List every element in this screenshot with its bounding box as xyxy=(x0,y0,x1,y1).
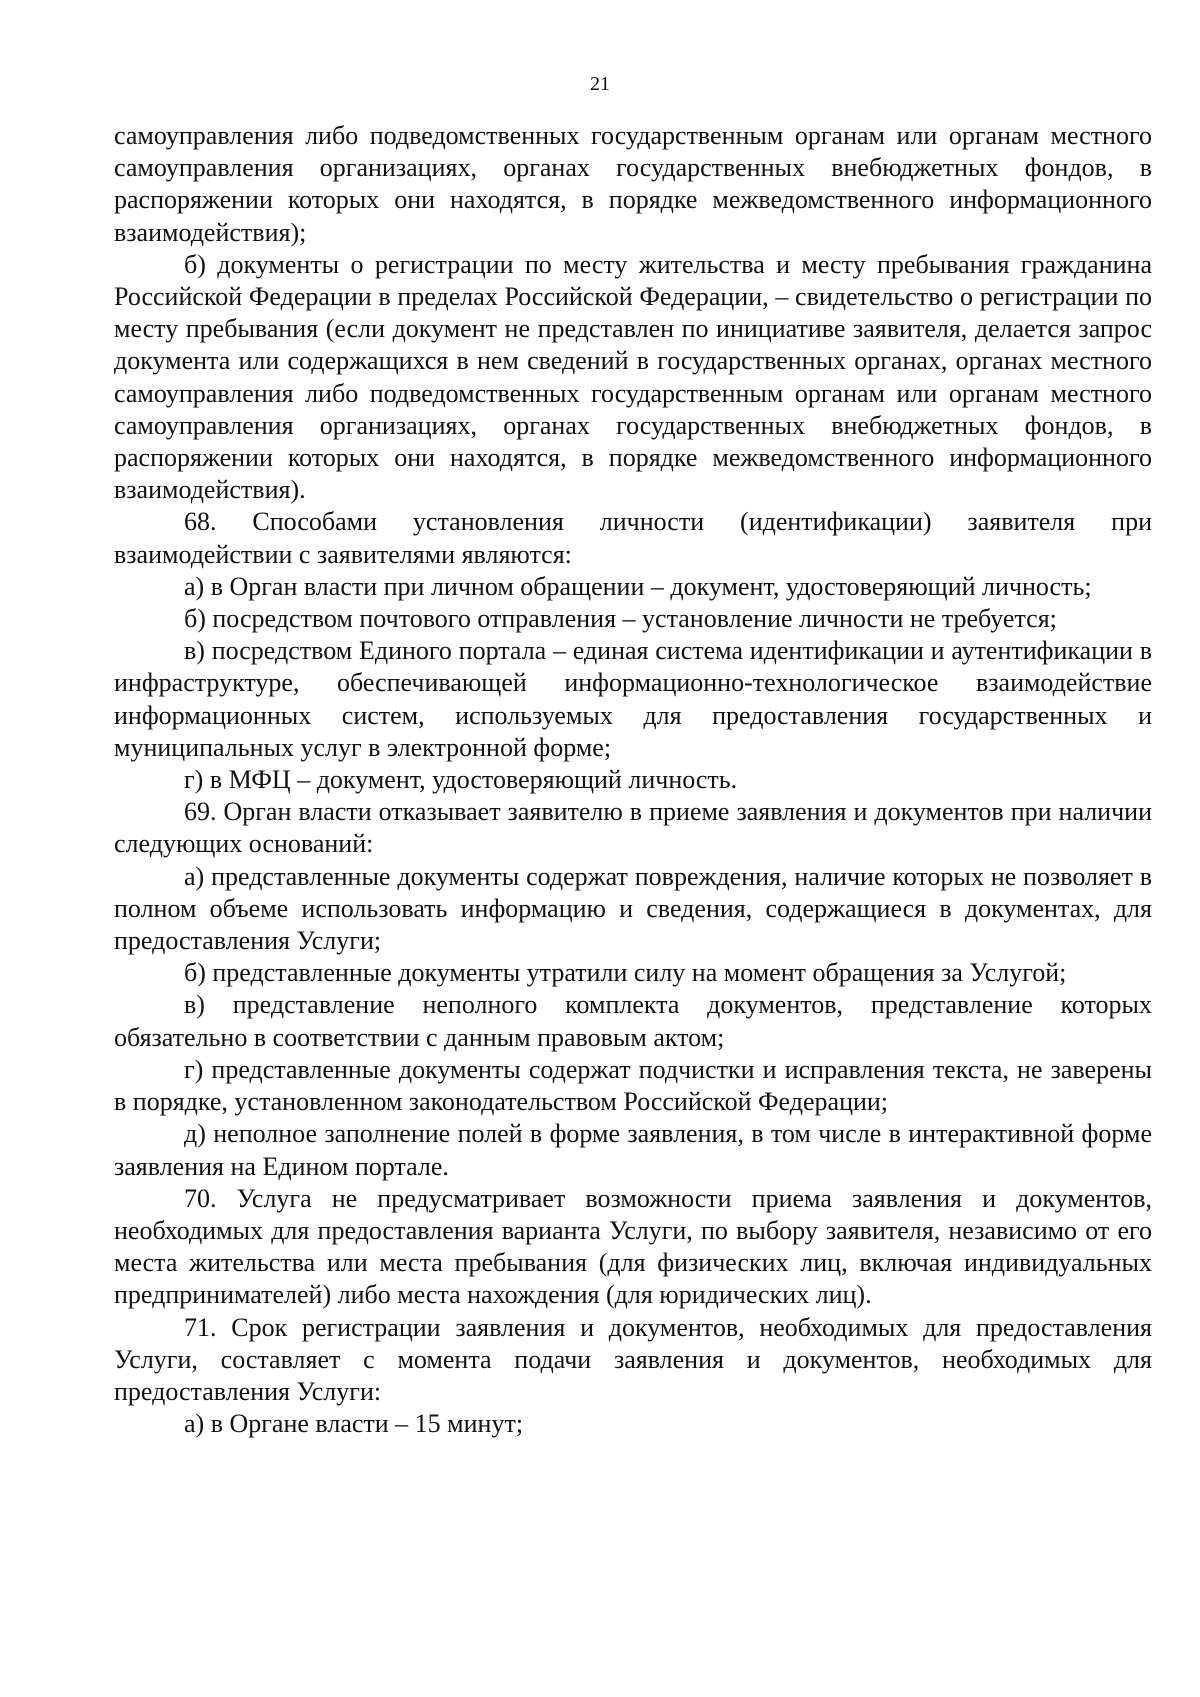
paragraph: б) посредством почтового отправления – установление личности не требуется; xyxy=(184,604,1057,634)
paragraph: а) в Орган власти при личном обращении – документ, удостоверяющий личность; xyxy=(184,571,1092,601)
paragraph: 68. Способами установления личности (идентификации) заявителя при взаимодействии с заявителями являются: xyxy=(114,507,1152,569)
paragraph: г) в МФЦ – документ, удостоверяющий личность. xyxy=(184,765,738,795)
paragraph: 71. Срок регистрации заявления и документов, необходимых для предоставления Услуги, составляет с момента подачи заявления и документов, необходимых для предоставления Услуги: xyxy=(114,1312,1152,1406)
paragraph: д) неполное заполнение полей в форме заявления, в том числе в интерактивной форме заявления на Едином портале. xyxy=(114,1119,1152,1181)
paragraph: б) документы о регистрации по месту жительства и месту пребывания гражданина Российской Федерации в пределах Российской Федерации, – свидетельство о регистрации по месту пребывания (если документ не представлен по инициативе заявителя, делается запрос документа или содержащихся в нем сведений в государственных органах, органах местного самоуправления либо подведомственных государственным органам или органам местного самоуправления организациях, органах государственных внебюджетных фондов, в распоряжении которых они находятся, в порядке межведомственного информационного взаимодействия). xyxy=(114,249,1152,505)
page-number: 21 xyxy=(590,73,610,95)
paragraph: а) в Органе власти – 15 минут; xyxy=(184,1409,524,1439)
paragraph: 69. Орган власти отказывает заявителю в приеме заявления и документов при наличии следующих оснований: xyxy=(114,797,1152,859)
paragraph: в) представление неполного комплекта документов, представление которых обязательно в соответствии с данным правовым актом; xyxy=(114,990,1152,1052)
paragraph: 70. Услуга не предусматривает возможности приема заявления и документов, необходимых для предоставления варианта Услуги, по выбору заявителя, независимо от его места жительства или места пребывания (для физических лиц, включая индивидуальных предпринимателей) либо места нахождения (для юридических лиц). xyxy=(114,1183,1152,1310)
paragraph: а) представленные документы содержат повреждения, наличие которых не позволяет в полном объеме использовать информацию и сведения, содержащиеся в документах, для предоставления Услуги; xyxy=(114,861,1152,956)
paragraph: самоуправления либо подведомственных государственным органам или органам местного самоуправления организациях, органах государственных внебюджетных фондов, в распоряжении которых они находятся, в порядке межведомственного информационного взаимодействия); xyxy=(114,121,1152,247)
document-body xyxy=(114,120,1152,1440)
paragraph: б) представленные документы утратили силу на момент обращения за Услугой; xyxy=(184,958,1067,988)
paragraph: г) представленные документы содержат подчистки и исправления текста, не заверены в порядке, установленном законодательством Российской Федерации; xyxy=(114,1054,1152,1117)
paragraph: в) посредством Единого портала – единая система идентификации и аутентификации в инфраструктуре, обеспечивающей информационно-технологическое взаимодействие информационных систем, используемых для предоставления государственных и муниципальных услуг в электронной форме; xyxy=(114,636,1152,762)
